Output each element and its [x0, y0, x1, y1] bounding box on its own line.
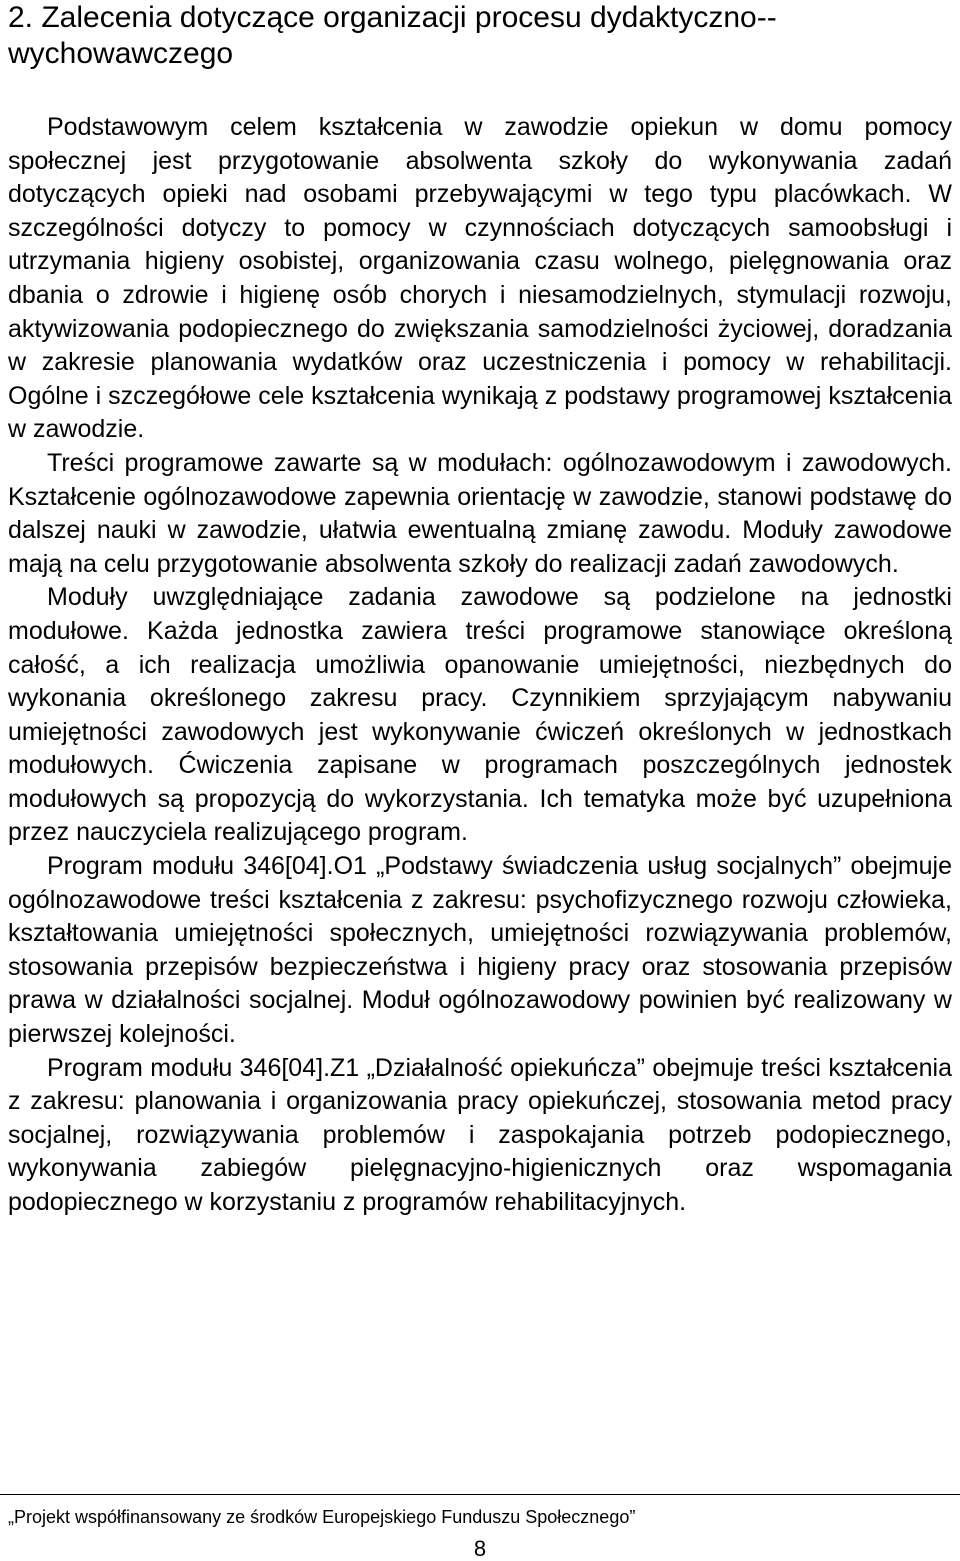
document-body: [8, 111, 952, 1220]
text-segment: Czynnikiem sprzyjającym nabywaniu umiejętności zawodowych jest wykonywanie ćwiczeń określonych w jednostkach modułowych.: [8, 684, 952, 780]
paragraph-module-units: [8, 581, 952, 850]
paragraph-modules-content: [8, 447, 952, 581]
page-number: 8: [473, 1536, 487, 1561]
text-segment: Każda jednostka zawiera treści programowe stanowiące określoną całość, a ich realizacja umożliwia opanowanie umiejętności, niezbędnych do wykonania określonego zakresu pracy.: [8, 616, 952, 713]
paragraph-module-z1: [8, 1052, 952, 1220]
footer-funding-note: „Projekt współfinansowany ze środków Europejskiego Funduszu Społecznego”: [8, 1507, 636, 1527]
text-segment: Program modułu 346[04].Z1 „Działalność opiekuńcza” obejmuje treści kształcenia z zakresu: planowania i organizowania pracy opiekuńczej, stosowania metod pracy socjalnej, rozwiązywania problemów i zaspokajania potrzeb podopiecznego, wykonywania zabiegów pielęgnacyjno-higienicznych oraz wspomagania podopiecznego w korzystaniu z programów rehabilitacyjnych.: [8, 1053, 952, 1216]
text-segment: Program modułu 346[04].O1 „Podstawy świadczenia usług socjalnych” obejmuje ogólnozawodowe treści kształcenia z zakresu: psychofizycznego rozwoju człowieka, kształtowania umiejętności społecznych, umiejętności rozwiązywania problemów, stosowania przepisów bezpieczeństwa i higieny pracy oraz stosowania przepisów prawa w działalności socjalnej.: [8, 852, 952, 1015]
section-heading: 2. Zalecenia dotyczące organizacji procesu dydaktyczno--wychowawczego: [8, 1, 777, 70]
text-segment: Moduły uwzględniające zadania zawodowe są podzielone na jednostki modułowe.: [8, 583, 952, 645]
paragraph-purpose: [8, 111, 952, 447]
text-segment: Ćwiczenia zapisane w programach poszczególnych jednostek modułowych są propozycją do wykorzystania.: [8, 751, 952, 813]
text-segment: Kształcenie ogólnozawodowe zapewnia orientację w zawodzie, stanowi podstawę do dalszej nauki w zawodzie, ułatwia ewentualną zmianę zawodu.: [8, 482, 952, 545]
text-segment: Ogólne i szczegółowe cele kształcenia wynikają z podstawy programowej kształcenia w zawodzie.: [8, 381, 952, 444]
text-segment: W szczególności dotyczy to pomocy w czynnościach dotyczących samoobsługi i utrzymania higieny osobistej, organizowania czasu wolnego, pielęgnowania oraz dbania o zdrowie i higienę osób chorych i niesamodzielnych, stymulacji rozwoju, aktywizowania podopiecznego do zwiększania samodzielności życiowej, doradzania w zakresie planowania wydatków oraz uczestniczenia i pomocy w rehabilitacji.: [8, 180, 952, 377]
paragraph-module-o1: [8, 850, 952, 1052]
text-segment: Ich tematyka może być uzupełniona przez nauczyciela realizującego program.: [8, 784, 952, 847]
footer-divider: [0, 1494, 960, 1495]
text-segment: Moduły zawodowe mają na celu przygotowanie absolwenta szkoły do realizacji zadań zawodowych.: [8, 516, 952, 578]
text-segment: Podstawowym celem kształcenia w zawodzie opiekun w domu pomocy społecznej jest przygotowanie absolwenta szkoły do wykonywania zadań dotyczących opieki nad osobami przebywającymi w tego typu placówkach.: [8, 113, 952, 209]
text-segment: Treści programowe zawarte są w modułach: ogólnozawodowym i zawodowych.: [47, 448, 952, 477]
text-segment: Moduł ogólnozawodowy powinien być realizowany w pierwszej kolejności.: [8, 986, 952, 1049]
